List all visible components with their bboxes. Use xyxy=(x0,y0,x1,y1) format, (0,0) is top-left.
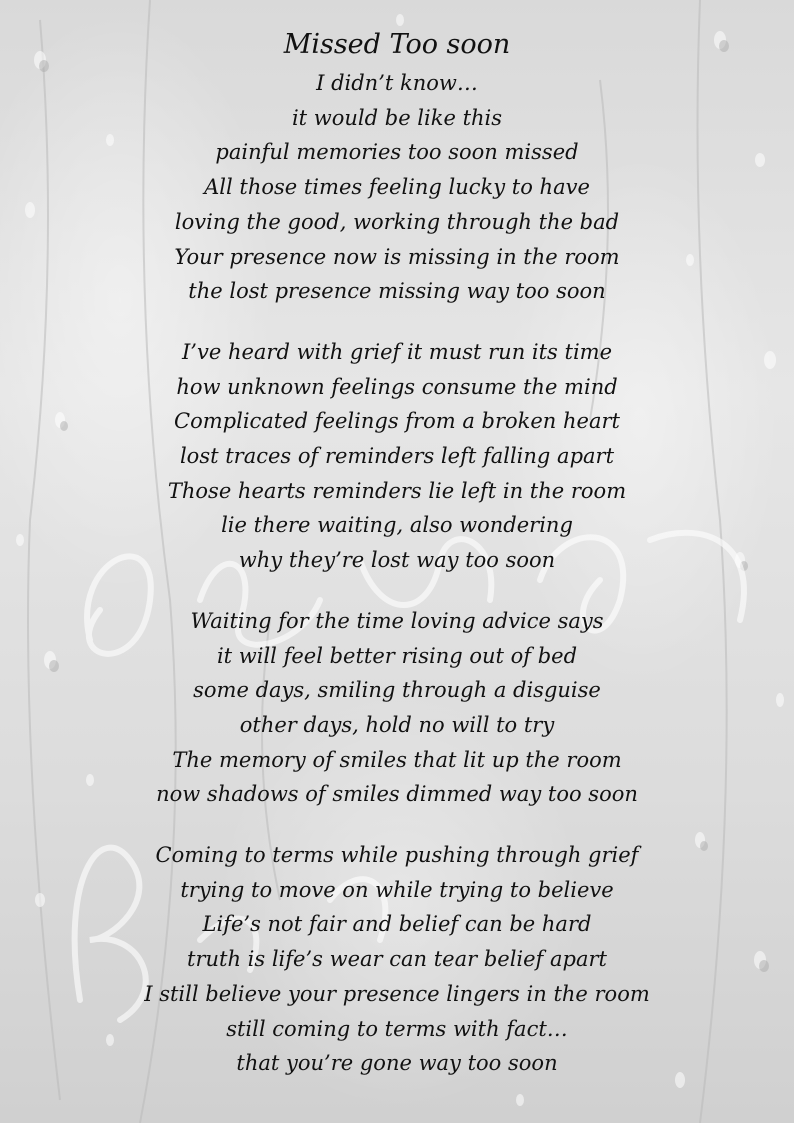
poem-line: it would be like this xyxy=(291,105,503,130)
poem-line: Your presence now is missing in the room xyxy=(174,244,620,269)
poem-line: I didn’t know… xyxy=(316,71,478,95)
poem-line: lost traces of reminders left falling apart xyxy=(179,444,615,469)
poem-line: that you’re gone way too soon xyxy=(236,1051,558,1076)
poem-line: Complicated feelings from a broken heart xyxy=(174,409,620,434)
poem-line: other days, hold no will to try xyxy=(239,712,555,737)
poem-line: the lost presence missing way too soon xyxy=(188,279,606,304)
poem-line: still coming to terms with fact… xyxy=(226,1016,568,1041)
poem-line: Coming to terms while pushing through grief xyxy=(155,843,639,868)
poem-line: trying to move on while trying to believe xyxy=(180,877,614,902)
stanza-1 xyxy=(0,66,794,309)
stanza-2 xyxy=(0,335,794,578)
poem-line: some days, smiling through a disguise xyxy=(193,678,601,703)
poem-line: lie there waiting, also wondering xyxy=(221,513,573,538)
poem-line: loving the good, working through the bad xyxy=(174,209,620,234)
poem-line: I still believe your presence lingers in the room xyxy=(144,981,650,1006)
poem-line: Life’s not fair and belief can be hard xyxy=(202,912,592,937)
poem-line: painful memories too soon missed xyxy=(215,140,579,165)
poem xyxy=(0,26,794,1107)
poem-title: Missed Too soon xyxy=(283,29,511,60)
poem-line: The memory of smiles that lit up the room xyxy=(172,747,622,772)
poem-line: why they’re lost way too soon xyxy=(238,548,556,573)
stanza-4 xyxy=(0,838,794,1081)
poem-line: I’ve heard with grief it must run its time xyxy=(182,339,612,364)
poem-line: truth is life’s wear can tear belief apart xyxy=(187,947,607,972)
poem-line: how unknown feelings consume the mind xyxy=(176,374,618,399)
poem-line: it will feel better rising out of bed xyxy=(216,643,578,668)
stanza-3 xyxy=(0,604,794,812)
poem-line: Those hearts reminders lie left in the room xyxy=(167,478,627,503)
poem-line: Waiting for the time loving advice says xyxy=(190,608,604,633)
poem-line: now shadows of smiles dimmed way too soon xyxy=(156,782,638,807)
poem-line: All those times feeling lucky to have xyxy=(204,175,590,200)
